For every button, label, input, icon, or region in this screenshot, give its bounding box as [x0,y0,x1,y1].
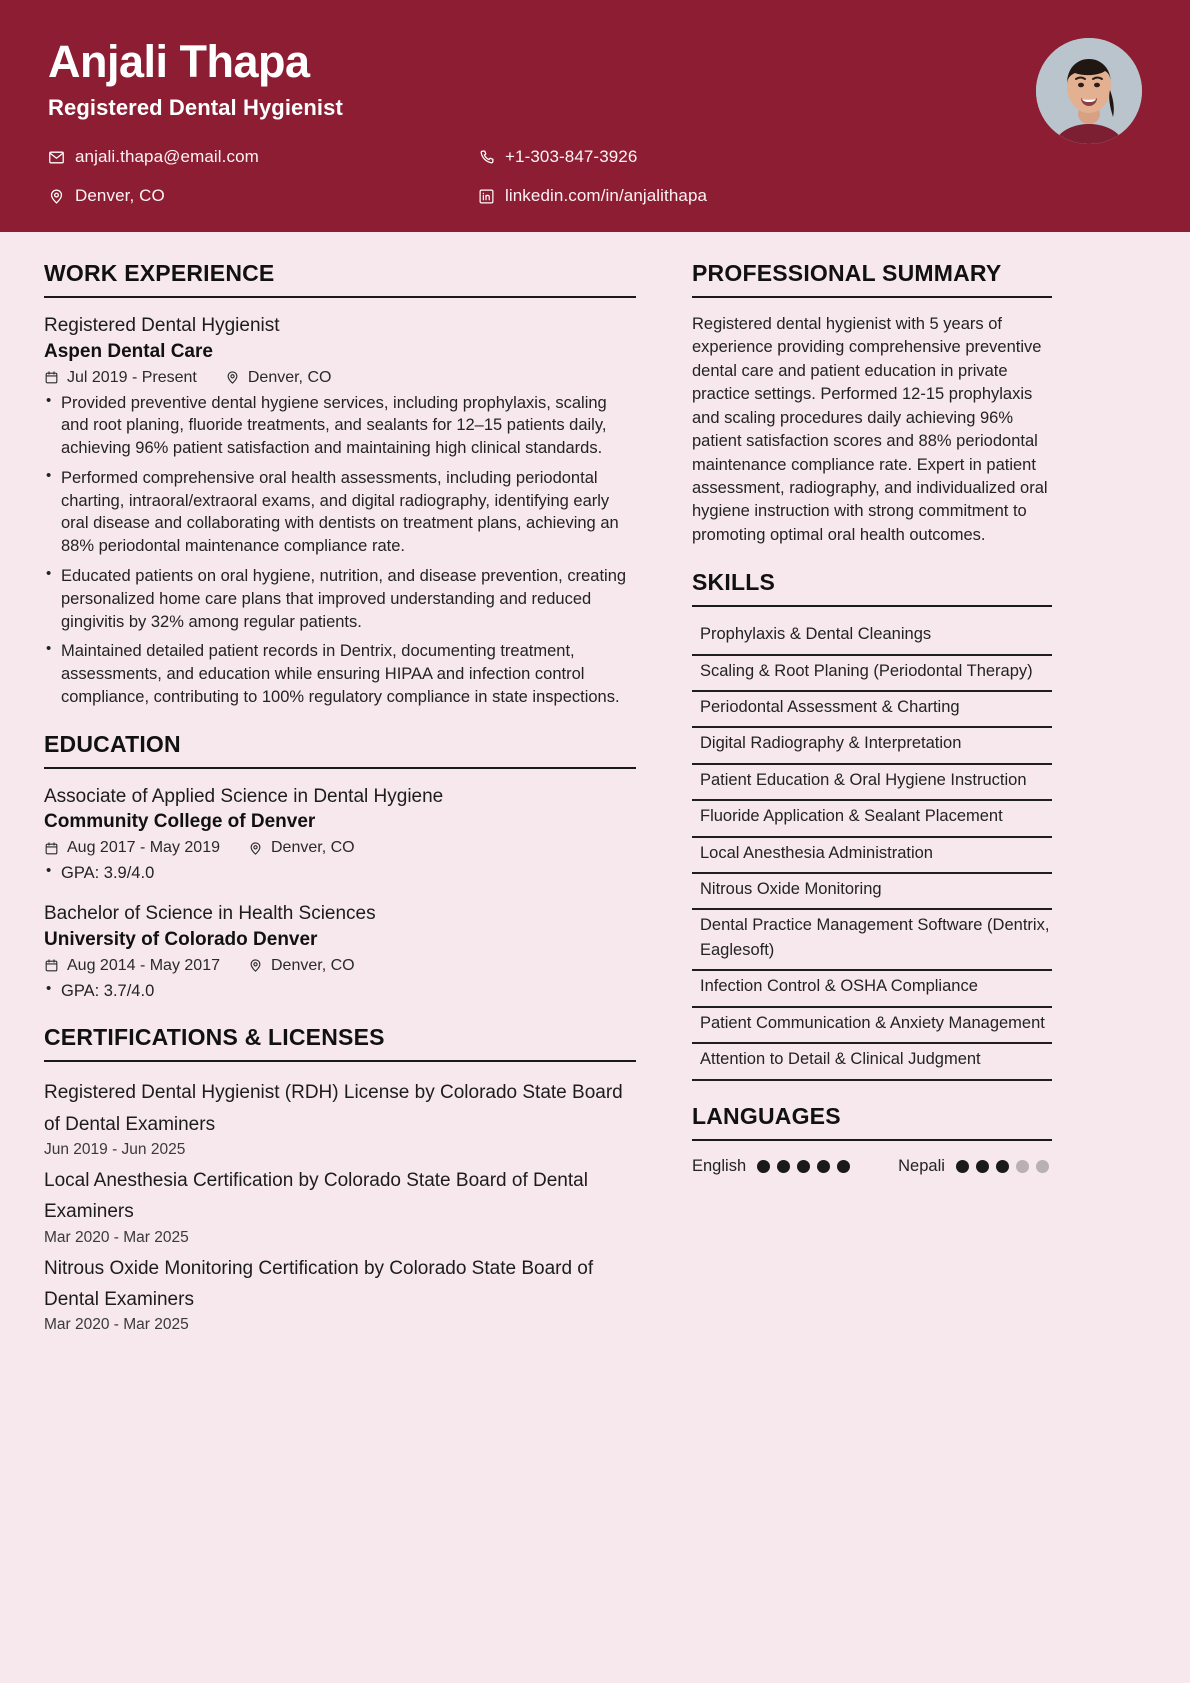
rating-dot [757,1160,770,1173]
section-divider [692,1139,1052,1141]
contact-grid [48,147,878,206]
right-column [692,260,1052,1176]
section-title-languages: LANGUAGES [692,1102,841,1129]
contact-linkedin-text: linkedin.com/in/anjalithapa [505,186,708,206]
skill-item: Fluoride Application & Sealant Placement [692,801,1052,837]
education-entry [44,784,636,885]
education-location [248,957,355,975]
certification-dates: Jun 2019 - Jun 2025 [44,1141,186,1159]
skill-item: Patient Communication & Anxiety Management [692,1008,1052,1044]
language-item [692,1157,850,1176]
rating-dot [817,1160,830,1173]
contact-linkedin[interactable] [478,186,878,206]
avatar-photo [1036,38,1142,144]
contact-phone[interactable] [478,147,878,167]
section-divider [692,296,1052,298]
skill-item: Dental Practice Management Software (Dentrix, Eaglesoft) [692,910,1052,971]
work-bullet: • Provided preventive dental hygiene services, including prophylaxis, scaling and root planing, fluoride treatments, and sealants for 12–15 patients daily, achieving 96% patient satisfaction and maintaining high clinical standards. [44,392,636,460]
education-bullet: • GPA: 3.9/4.0 [44,862,636,885]
location-icon [48,188,65,205]
education-bullet: • GPA: 3.7/4.0 [44,980,636,1003]
section-title-professional-summary: PROFESSIONAL SUMMARY [692,260,1002,286]
work-meta [44,369,636,387]
certification-entry [44,1253,636,1335]
work-bullet: • Educated patients on oral hygiene, nutrition, and disease prevention, creating personalized home care plans that improved understanding and reduced gingivitis by 32% among regular patients. [44,565,636,633]
education-dates-text: Aug 2014 - May 2017 [67,956,220,974]
education-bullets [44,980,636,1003]
location-icon [248,841,263,856]
work-organization: Aspen Dental Care [44,340,213,362]
skills-list [692,622,1052,1080]
certification-entry [44,1165,636,1247]
resume-header [0,0,1190,232]
candidate-name: Anjali Thapa [48,36,310,87]
linkedin-icon [478,188,495,205]
education-degree: Bachelor of Science in Health Sciences [44,903,376,924]
education-dates-text: Aug 2017 - May 2019 [67,839,220,857]
location-icon [225,370,240,385]
section-title-education: EDUCATION [44,730,181,757]
skill-item: Patient Education & Oral Hygiene Instruction [692,765,1052,801]
certification-dates: Mar 2020 - Mar 2025 [44,1316,189,1334]
language-name: Nepali [898,1156,945,1175]
candidate-job-title: Registered Dental Hygienist [48,95,343,121]
calendar-icon [44,958,59,973]
section-divider [692,605,1052,607]
education-school: University of Colorado Denver [44,928,318,950]
education-dates [44,957,220,975]
education-entry [44,901,636,1002]
rating-dot [797,1160,810,1173]
education-dates [44,839,220,857]
language-item [898,1157,1049,1176]
work-location [225,369,332,387]
rating-dot [956,1160,969,1173]
skill-item: Local Anesthesia Administration [692,838,1052,874]
work-role: Registered Dental Hygienist [44,315,280,336]
language-level-dots [956,1160,1049,1173]
education-location-text: Denver, CO [271,956,355,974]
work-dates-text: Jul 2019 - Present [67,368,197,386]
certification-name: Local Anesthesia Certification by Colorado State Board of Dental Examiners [44,1170,588,1223]
language-name: English [692,1156,747,1175]
education-location [248,839,355,857]
certification-dates: Mar 2020 - Mar 2025 [44,1228,189,1246]
work-location-text: Denver, CO [247,368,332,386]
work-bullets [44,392,636,709]
section-title-skills: SKILLS [692,569,775,596]
skill-item: Attention to Detail & Clinical Judgment [692,1044,1052,1080]
calendar-icon [44,370,59,385]
rating-dot [837,1160,850,1173]
skill-item: Digital Radiography & Interpretation [692,728,1052,764]
rating-dot [1036,1160,1049,1173]
skill-item: Infection Control & OSHA Compliance [692,971,1052,1007]
phone-icon [478,149,495,166]
section-title-certifications: CERTIFICATIONS & LICENSES [44,1024,385,1051]
education-meta [44,839,636,857]
calendar-icon [44,841,59,856]
skill-item: Nitrous Oxide Monitoring [692,874,1052,910]
work-bullet: • Maintained detailed patient records in Dentrix, documenting treatment, assessments, and education while ensuring HIPAA and infection control compliance, contributing to 100% regulatory compliance in state inspections. [44,640,636,708]
work-entry [44,313,636,709]
skill-item: Scaling & Root Planing (Periodontal Therapy) [692,656,1052,692]
education-meta [44,957,636,975]
rating-dot [996,1160,1009,1173]
rating-dot [1016,1160,1029,1173]
certification-name: Nitrous Oxide Monitoring Certification by Colorado State Board of Dental Examiners [44,1257,594,1311]
education-degree: Associate of Applied Science in Dental Hygiene [44,785,444,807]
languages-list [692,1157,1052,1176]
contact-location-text: Denver, CO [75,186,165,206]
section-divider [44,1060,636,1062]
contact-location [48,186,478,206]
section-divider [44,767,636,769]
education-location-text: Denver, CO [271,839,355,857]
work-bullet: • Performed comprehensive oral health assessments, including periodontal charting, intraoral/extraoral exams, and digital radiography, identifying early oral disease and collaborating with dentists on treatment plans, achieving an 88% periodontal maintenance compliance rate. [44,467,636,558]
education-school: Community College of Denver [44,811,316,833]
skill-item: Periodontal Assessment & Charting [692,692,1052,728]
skill-item: Prophylaxis & Dental Cleanings [692,622,1052,655]
education-bullets [44,862,636,885]
rating-dot [777,1160,790,1173]
professional-summary-text: Registered dental hygienist with 5 years of experience providing comprehensive preventive dental care and patient education in private practice settings. Performed 12-15 prophylaxis and scaling procedures daily achieving 96% patient satisfaction scores and 88% periodontal maintenance compliance rate. Expert in patient assessment, radiography, and individualized oral hygiene instruction with strong commitment to promoting optimal oral health outcomes. [692,315,1048,544]
location-icon [248,958,263,973]
section-divider [44,296,636,298]
email-icon [48,149,65,166]
contact-email-text: anjali.thapa@email.com [75,147,259,167]
contact-phone-text: +1-303-847-3926 [505,147,638,167]
left-column [44,260,636,1340]
work-dates [44,369,197,387]
certification-name: Registered Dental Hygienist (RDH) License by Colorado State Board of Dental Examiners [44,1082,623,1135]
resume-body [0,232,1190,1380]
section-title-work-experience: WORK EXPERIENCE [44,260,275,286]
rating-dot [976,1160,989,1173]
contact-email[interactable] [48,147,478,167]
language-level-dots [757,1160,850,1173]
avatar [1036,38,1142,144]
certification-entry [44,1077,636,1159]
